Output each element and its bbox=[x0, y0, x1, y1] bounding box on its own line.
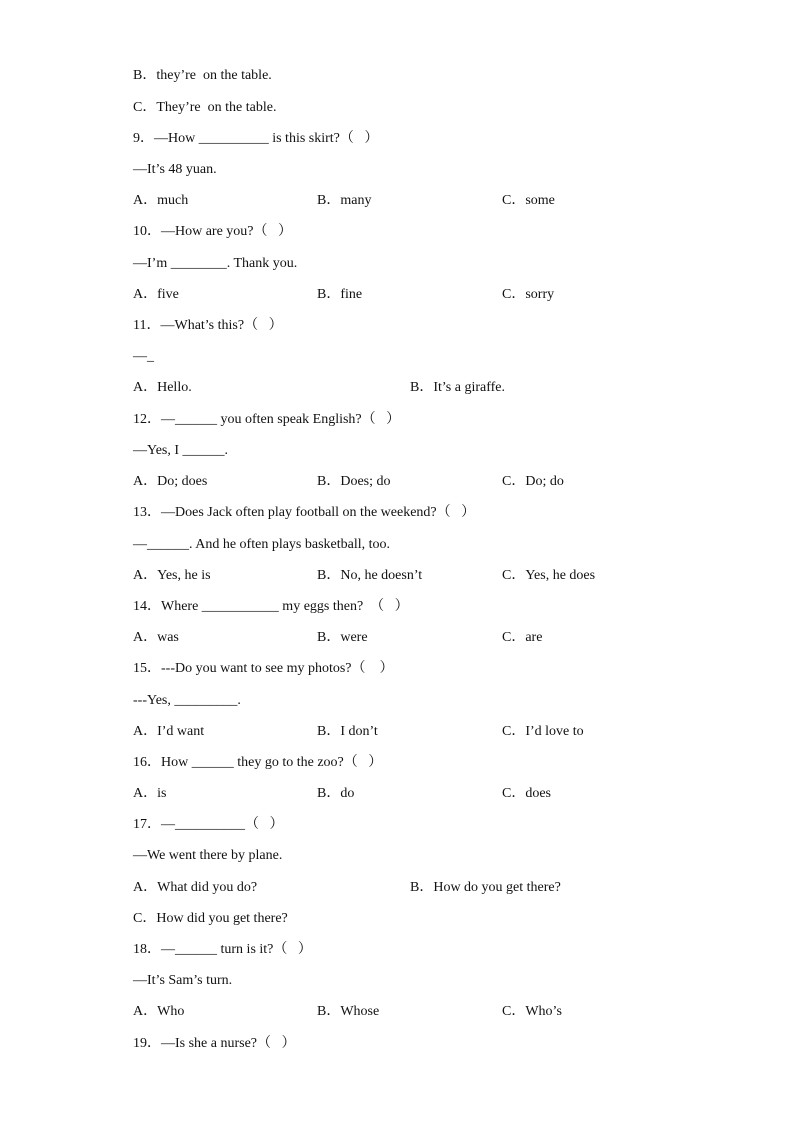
option-c-prev: C．They’re on the table. bbox=[133, 100, 277, 115]
q15-option-c: C．I’d love to bbox=[502, 724, 584, 739]
q10-option-c: C．sorry bbox=[502, 287, 555, 302]
q17-option-b: B．How do you get there? bbox=[410, 880, 561, 895]
question-13: 13．—Does Jack often play football on the weekend?（ ） bbox=[133, 505, 476, 520]
q12-option-c: C．Do; do bbox=[502, 474, 564, 489]
q14-option-b: B．were bbox=[317, 630, 368, 645]
question-10: 10．—How are you?（ ） bbox=[133, 224, 293, 239]
q10-option-a: A．five bbox=[133, 287, 179, 302]
answer-line-10: —I’m ________. Thank you. bbox=[133, 256, 298, 271]
option-b-prev: B．they’re on the table. bbox=[133, 68, 272, 83]
q16-option-c: C．does bbox=[502, 786, 551, 801]
answer-line-12: —Yes, I ______. bbox=[133, 443, 229, 458]
q16-option-a: A．is bbox=[133, 786, 167, 801]
q16-option-b: B．do bbox=[317, 786, 355, 801]
q18-option-b: B．Whose bbox=[317, 1004, 380, 1019]
q14-option-a: A．was bbox=[133, 630, 179, 645]
q9-option-c: C．some bbox=[502, 193, 555, 208]
q17-option-c: C．How did you get there? bbox=[133, 911, 288, 926]
answer-line-13: —______. And he often plays basketball, too. bbox=[133, 537, 391, 552]
q9-option-b: B．many bbox=[317, 193, 372, 208]
question-17: 17．—__________（ ） bbox=[133, 817, 284, 832]
q13-option-c: C．Yes, he does bbox=[502, 568, 596, 583]
q18-option-c: C．Who’s bbox=[502, 1004, 562, 1019]
answer-line-15: ---Yes, _________. bbox=[133, 693, 241, 708]
answer-line-9: —It’s 48 yuan. bbox=[133, 162, 217, 177]
q11-option-a: A．Hello. bbox=[133, 380, 192, 395]
question-9: 9．—How __________ is this skirt?（ ） bbox=[133, 131, 379, 146]
q15-option-b: B．I don’t bbox=[317, 724, 378, 739]
q17-option-a: A．What did you do? bbox=[133, 880, 258, 895]
question-12: 12．—______ you often speak English?（ ） bbox=[133, 412, 401, 427]
question-18: 18．—______ turn is it?（ ） bbox=[133, 942, 312, 957]
answer-line-18: —It’s Sam’s turn. bbox=[133, 973, 233, 988]
question-16: 16．How ______ they go to the zoo?（ ） bbox=[133, 755, 383, 770]
answer-line-17: —We went there by plane. bbox=[133, 848, 283, 863]
q14-option-c: C．are bbox=[502, 630, 543, 645]
q13-option-a: A．Yes, he is bbox=[133, 568, 211, 583]
question-19: 19．—Is she a nurse?（ ） bbox=[133, 1036, 296, 1051]
q15-option-a: A．I’d want bbox=[133, 724, 205, 739]
q11-option-b: B．It’s a giraffe. bbox=[410, 380, 505, 395]
question-15: 15．---Do you want to see my photos?（ ） bbox=[133, 661, 394, 676]
q12-option-b: B．Does; do bbox=[317, 474, 391, 489]
q13-option-b: B．No, he doesn’t bbox=[317, 568, 423, 583]
q9-option-a: A．much bbox=[133, 193, 189, 208]
answer-line-11: —_ bbox=[133, 349, 154, 364]
question-14: 14．Where ___________ my eggs then? （ ） bbox=[133, 599, 409, 614]
q18-option-a: A．Who bbox=[133, 1004, 185, 1019]
question-11: 11．—What’s this?（ ） bbox=[133, 318, 283, 333]
q12-option-a: A．Do; does bbox=[133, 474, 208, 489]
q10-option-b: B．fine bbox=[317, 287, 363, 302]
